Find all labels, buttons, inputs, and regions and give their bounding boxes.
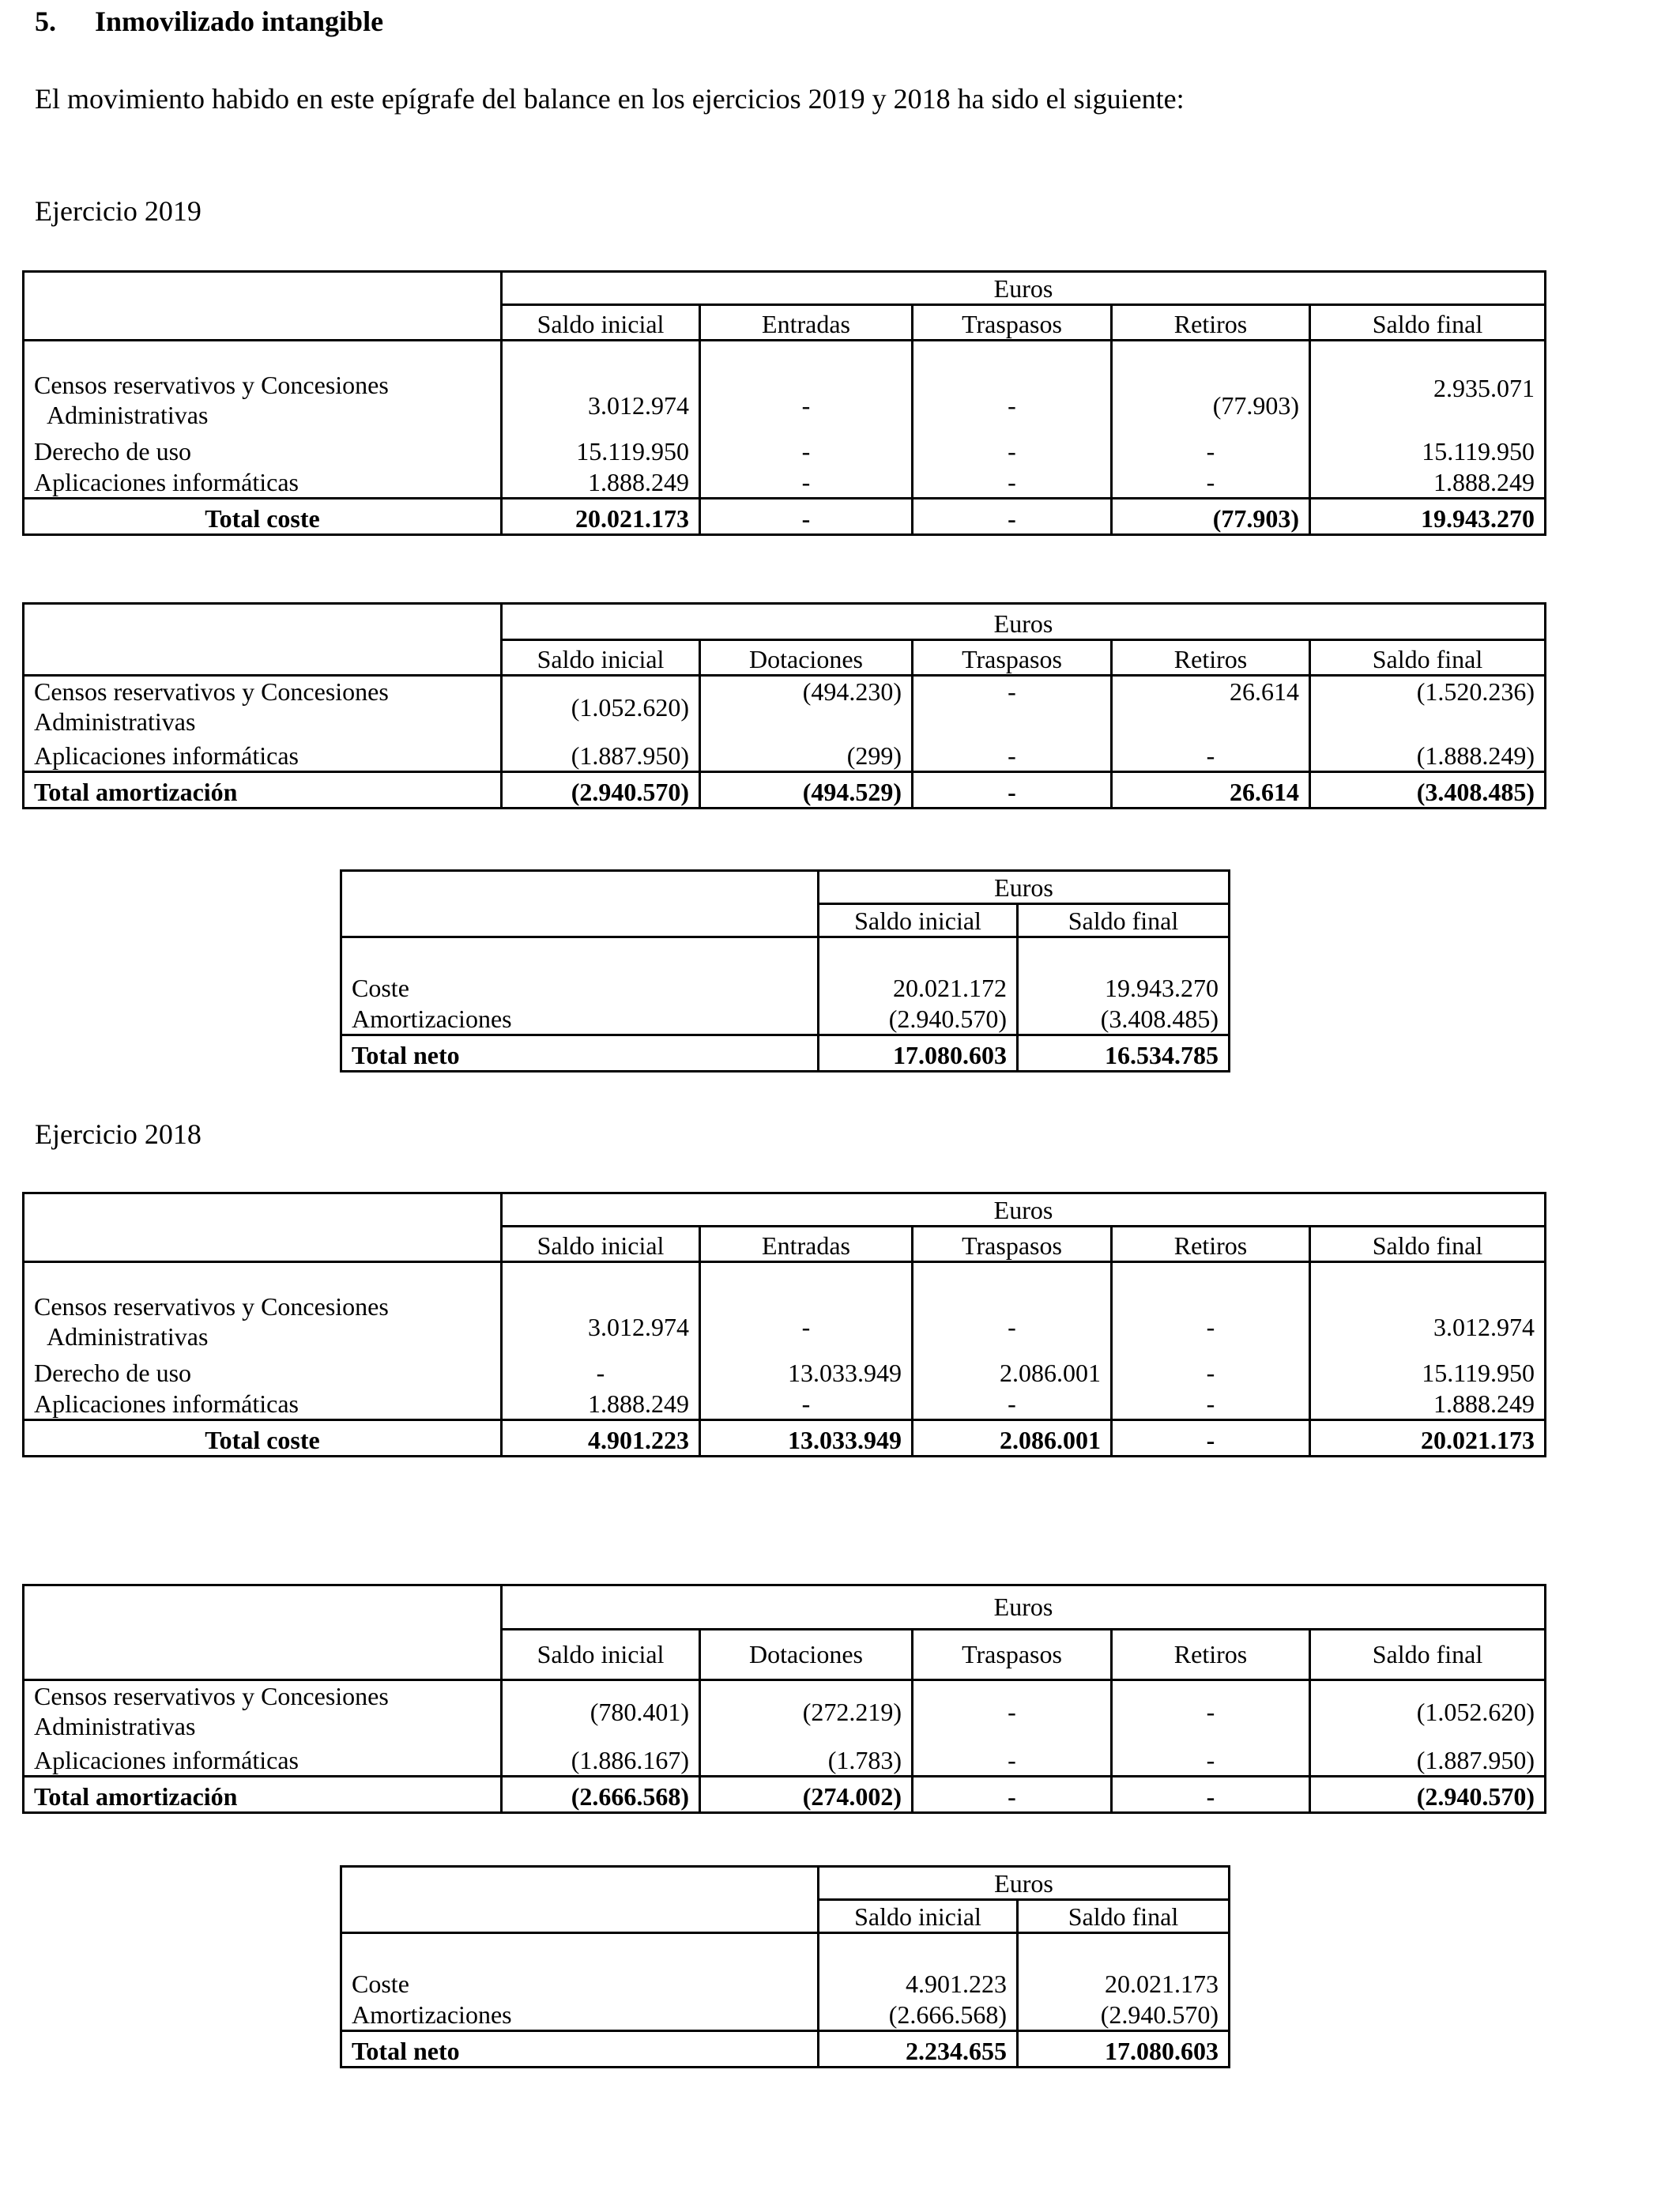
table-row	[24, 1680, 1546, 1744]
cell-value: -	[913, 739, 1112, 772]
currency-label: Euros	[502, 1585, 1546, 1630]
col-header-dotaciones: Dotaciones	[700, 1630, 913, 1680]
cell-value: (77.903)	[1112, 341, 1310, 435]
col-header-saldo-inicial: Saldo inicial	[502, 1630, 700, 1680]
row-label: Censos reservativos y Concesiones Administrativas	[24, 1680, 502, 1744]
total-value: 17.080.603	[1018, 2031, 1230, 2068]
cell-value: 4.901.223	[819, 1933, 1018, 2000]
cell-value: (780.401)	[502, 1680, 700, 1744]
col-header-retiros: Retiros	[1112, 640, 1310, 676]
row-label: Censos reservativos y Concesiones Administrativas	[24, 676, 502, 739]
total-value: (2.940.570)	[1310, 1777, 1546, 1813]
cell-value: 1.888.249	[502, 467, 700, 499]
cell-value: 15.119.950	[1310, 435, 1546, 467]
cell-value: -	[913, 1262, 1112, 1357]
table-row	[24, 739, 1546, 772]
col-header-saldo-final: Saldo final	[1310, 305, 1546, 341]
col-header-saldo-final: Saldo final	[1310, 1630, 1546, 1680]
total-value: -	[700, 499, 913, 535]
cell-value: -	[913, 341, 1112, 435]
total-value: 26.614	[1112, 772, 1310, 809]
total-value: (3.408.485)	[1310, 772, 1546, 809]
table-2018-coste	[22, 1192, 1546, 1457]
cell-value: -	[700, 435, 913, 467]
row-label: Aplicaciones informáticas	[24, 1389, 502, 1420]
total-value: 2.234.655	[819, 2031, 1018, 2068]
cell-value: 15.119.950	[502, 435, 700, 467]
total-value: 19.943.270	[1310, 499, 1546, 535]
section-number: 5.	[35, 6, 56, 37]
table-row	[341, 1933, 1230, 2000]
intro-paragraph: El movimiento habido en este epígrafe del balance en los ejercicios 2019 y 2018 ha sido el siguiente:	[35, 83, 1185, 115]
row-label: Censos reservativos y Concesiones Administrativas	[24, 341, 502, 435]
cell-value: 20.021.172	[819, 937, 1018, 1004]
table-2019-amortizacion	[22, 602, 1546, 809]
total-row	[24, 772, 1546, 809]
total-row	[24, 499, 1546, 535]
cell-value: 2.935.071	[1310, 341, 1546, 435]
section-heading	[35, 5, 383, 38]
row-label: Censos reservativos y Concesiones Administrativas	[24, 1262, 502, 1357]
cell-value: 2.086.001	[913, 1357, 1112, 1389]
cell-value: -	[700, 1389, 913, 1420]
total-label: Total amortización	[24, 772, 502, 809]
cell-value: 3.012.974	[1310, 1262, 1546, 1357]
cell-value: (2.940.570)	[1018, 2000, 1230, 2031]
table-2018-amortizacion	[22, 1584, 1546, 1814]
table-row	[24, 1357, 1546, 1389]
cell-value: (2.666.568)	[819, 2000, 1018, 2031]
table-row	[341, 937, 1230, 1004]
cell-value: -	[1112, 1744, 1310, 1777]
total-label: Total neto	[341, 2031, 819, 2068]
cell-value: 1.888.249	[1310, 1389, 1546, 1420]
cell-value: 26.614	[1112, 676, 1310, 739]
cell-value: 1.888.249	[502, 1389, 700, 1420]
total-value: 20.021.173	[1310, 1420, 1546, 1457]
col-header-entradas: Entradas	[700, 305, 913, 341]
total-value: -	[913, 772, 1112, 809]
cell-value: 13.033.949	[700, 1357, 913, 1389]
total-value: 20.021.173	[502, 499, 700, 535]
subheading-2018: Ejercicio 2018	[35, 1118, 202, 1150]
cell-value: (494.230)	[700, 676, 913, 739]
cell-value: 3.012.974	[502, 341, 700, 435]
total-value: (494.529)	[700, 772, 913, 809]
cell-value: (1.783)	[700, 1744, 913, 1777]
table-2019-neto	[340, 869, 1230, 1072]
row-label: Amortizaciones	[341, 2000, 819, 2031]
col-header-traspasos: Traspasos	[913, 305, 1112, 341]
section-title: Inmovilizado intangible	[95, 6, 384, 37]
total-value: 17.080.603	[819, 1035, 1018, 1072]
row-label: Derecho de uso	[24, 1357, 502, 1389]
cell-value: (1.520.236)	[1310, 676, 1546, 739]
row-label: Aplicaciones informáticas	[24, 739, 502, 772]
table-row	[24, 1744, 1546, 1777]
row-label: Aplicaciones informáticas	[24, 1744, 502, 1777]
cell-value: -	[700, 1262, 913, 1357]
table-row	[24, 676, 1546, 739]
total-label: Total amortización	[24, 1777, 502, 1813]
cell-value: (299)	[700, 739, 913, 772]
cell-value: 3.012.974	[502, 1262, 700, 1357]
total-value: 4.901.223	[502, 1420, 700, 1457]
cell-value: -	[913, 676, 1112, 739]
col-header-retiros: Retiros	[1112, 1227, 1310, 1262]
col-header-traspasos: Traspasos	[913, 640, 1112, 676]
table-row	[341, 2000, 1230, 2031]
row-label: Amortizaciones	[341, 1004, 819, 1035]
cell-value: (1.052.620)	[1310, 1680, 1546, 1744]
total-value: (77.903)	[1112, 499, 1310, 535]
cell-value: -	[1112, 1262, 1310, 1357]
table-row	[24, 467, 1546, 499]
cell-value: (1.888.249)	[1310, 739, 1546, 772]
cell-value: (272.219)	[700, 1680, 913, 1744]
total-value: -	[913, 499, 1112, 535]
subheading-2019: Ejercicio 2019	[35, 195, 202, 227]
col-header-saldo-inicial: Saldo inicial	[502, 640, 700, 676]
cell-value: 19.943.270	[1018, 937, 1230, 1004]
total-label: Total neto	[341, 1035, 819, 1072]
cell-value: 15.119.950	[1310, 1357, 1546, 1389]
table-2019-coste	[22, 270, 1546, 536]
currency-label: Euros	[502, 272, 1546, 305]
row-label: Derecho de uso	[24, 435, 502, 467]
col-header-saldo-final: Saldo final	[1310, 640, 1546, 676]
cell-value: -	[913, 467, 1112, 499]
cell-value: -	[1112, 739, 1310, 772]
total-label: Total coste	[24, 499, 502, 535]
total-value: -	[913, 1777, 1112, 1813]
total-value: 2.086.001	[913, 1420, 1112, 1457]
cell-value: (1.887.950)	[502, 739, 700, 772]
col-header-retiros: Retiros	[1112, 305, 1310, 341]
cell-value: -	[913, 1389, 1112, 1420]
table-row	[341, 1004, 1230, 1035]
total-value: (274.002)	[700, 1777, 913, 1813]
cell-value: -	[1112, 1357, 1310, 1389]
cell-value: 20.021.173	[1018, 1933, 1230, 2000]
cell-value: -	[502, 1357, 700, 1389]
col-header-retiros: Retiros	[1112, 1630, 1310, 1680]
row-label: Coste	[341, 937, 819, 1004]
cell-value: -	[913, 435, 1112, 467]
currency-label: Euros	[502, 1193, 1546, 1227]
cell-value: (2.940.570)	[819, 1004, 1018, 1035]
row-label: Aplicaciones informáticas	[24, 467, 502, 499]
col-header-saldo-final: Saldo final	[1018, 904, 1230, 937]
total-label: Total coste	[24, 1420, 502, 1457]
col-header-dotaciones: Dotaciones	[700, 640, 913, 676]
currency-label: Euros	[819, 871, 1230, 904]
currency-label: Euros	[819, 1867, 1230, 1900]
col-header-saldo-final: Saldo final	[1018, 1900, 1230, 1933]
cell-value: (1.052.620)	[502, 676, 700, 739]
total-value: -	[1112, 1777, 1310, 1813]
total-row	[24, 1420, 1546, 1457]
table-row	[24, 1389, 1546, 1420]
cell-value: (1.887.950)	[1310, 1744, 1546, 1777]
cell-value: -	[700, 341, 913, 435]
cell-value: -	[1112, 467, 1310, 499]
col-header-saldo-inicial: Saldo inicial	[502, 1227, 700, 1262]
col-header-saldo-inicial: Saldo inicial	[502, 305, 700, 341]
col-header-saldo-inicial: Saldo inicial	[819, 904, 1018, 937]
col-header-entradas: Entradas	[700, 1227, 913, 1262]
total-value: (2.666.568)	[502, 1777, 700, 1813]
total-row	[341, 1035, 1230, 1072]
col-header-traspasos: Traspasos	[913, 1630, 1112, 1680]
cell-value: 1.888.249	[1310, 467, 1546, 499]
cell-value: -	[1112, 435, 1310, 467]
table-row	[24, 435, 1546, 467]
table-row	[24, 341, 1546, 435]
col-header-saldo-inicial: Saldo inicial	[819, 1900, 1018, 1933]
total-value: -	[1112, 1420, 1310, 1457]
total-value: 13.033.949	[700, 1420, 913, 1457]
cell-value: -	[1112, 1389, 1310, 1420]
cell-value: -	[913, 1680, 1112, 1744]
cell-value: -	[700, 467, 913, 499]
cell-value: (3.408.485)	[1018, 1004, 1230, 1035]
col-header-traspasos: Traspasos	[913, 1227, 1112, 1262]
table-row	[24, 1262, 1546, 1357]
table-2018-neto	[340, 1865, 1230, 2068]
cell-value: -	[1112, 1680, 1310, 1744]
cell-value: -	[913, 1744, 1112, 1777]
total-row	[24, 1777, 1546, 1813]
cell-value: (1.886.167)	[502, 1744, 700, 1777]
total-row	[341, 2031, 1230, 2068]
currency-label: Euros	[502, 604, 1546, 640]
row-label: Coste	[341, 1933, 819, 2000]
total-value: 16.534.785	[1018, 1035, 1230, 1072]
total-value: (2.940.570)	[502, 772, 700, 809]
col-header-saldo-final: Saldo final	[1310, 1227, 1546, 1262]
